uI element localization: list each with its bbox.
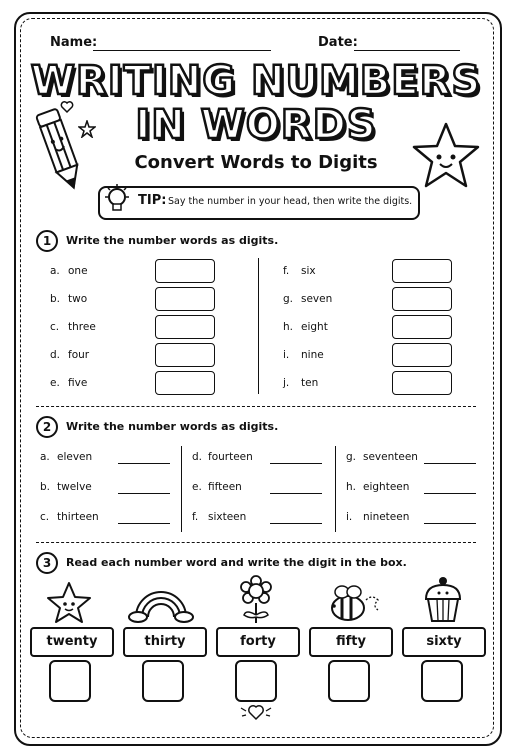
s1-item-letter: i. — [283, 349, 290, 361]
s3-word-tag: fifty — [309, 627, 393, 657]
s3-word-tag: sixty — [402, 627, 486, 657]
s1-item-word: nine — [301, 349, 324, 361]
heart-icon — [238, 702, 274, 722]
s3-digit-box[interactable] — [235, 660, 277, 702]
s3-word-tag: forty — [216, 627, 300, 657]
section-1-instruction: Write the number words as digits. — [66, 234, 279, 247]
s2-answer-line[interactable] — [118, 523, 170, 524]
rainbow-icon — [128, 583, 194, 623]
s2-item-letter: b. — [40, 481, 51, 493]
name-label: Name: — [50, 35, 98, 50]
s2-item-letter: d. — [192, 451, 203, 463]
s1-item-word: one — [68, 265, 88, 277]
s2-answer-line[interactable] — [424, 493, 476, 494]
s1-item-word: seven — [301, 293, 333, 305]
s1-answer-box[interactable] — [392, 371, 452, 395]
s2-item-word: fourteen — [208, 451, 253, 463]
subtitle: Convert Words to Digits — [134, 152, 378, 173]
pencil-icon — [28, 100, 90, 195]
s3-digit-box[interactable] — [142, 660, 184, 702]
s1-item-word: four — [68, 349, 90, 361]
s1-item-letter: h. — [283, 321, 293, 333]
s2-item-word: eleven — [57, 451, 93, 463]
lightbulb-icon — [101, 181, 133, 219]
s1-item-letter: j. — [283, 377, 290, 389]
s2-answer-line[interactable] — [270, 463, 322, 464]
s1-item-letter: e. — [50, 377, 60, 389]
s2-item-word: twelve — [57, 481, 92, 493]
bee-icon — [322, 580, 382, 624]
title-line-2: IN WORDS — [135, 102, 377, 148]
s1-item-word: three — [68, 321, 96, 333]
s2-item-word: fifteen — [208, 481, 242, 493]
s3-word-tag: thirty — [123, 627, 207, 657]
cupcake-icon — [420, 575, 466, 625]
s1-item-letter: d. — [50, 349, 61, 361]
s1-item-letter: f. — [283, 265, 290, 277]
s2-item-letter: c. — [40, 511, 50, 523]
s2-item-letter: f. — [192, 511, 199, 523]
section-divider — [36, 406, 476, 407]
title-line-1: WRITING NUMBERS — [30, 58, 482, 104]
section-1-number: 1 — [36, 230, 58, 252]
smiling-star-icon — [410, 120, 482, 192]
s2-answer-line[interactable] — [118, 463, 170, 464]
s2-item-letter: i. — [346, 511, 353, 523]
s1-item-word: eight — [301, 321, 328, 333]
s1-answer-box[interactable] — [392, 287, 452, 311]
s1-answer-box[interactable] — [155, 259, 215, 283]
s2-item-word: seventeen — [363, 451, 418, 463]
s1-item-letter: a. — [50, 265, 60, 277]
s1-item-letter: c. — [50, 321, 60, 333]
s2-item-word: eighteen — [363, 481, 410, 493]
tip-label: TIP: — [138, 193, 167, 208]
heart-icon — [60, 100, 74, 114]
s2-answer-line[interactable] — [118, 493, 170, 494]
s1-item-word: ten — [301, 377, 319, 389]
s2-answer-line[interactable] — [424, 463, 476, 464]
s1-answer-box[interactable] — [392, 315, 452, 339]
section-2-number: 2 — [36, 416, 58, 438]
s1-answer-box[interactable] — [155, 315, 215, 339]
date-label: Date: — [318, 35, 358, 50]
s2-item-letter: e. — [192, 481, 202, 493]
column-divider — [181, 446, 182, 532]
section-3-number: 3 — [36, 552, 58, 574]
s1-answer-box[interactable] — [392, 343, 452, 367]
s2-item-letter: g. — [346, 451, 357, 463]
s1-answer-box[interactable] — [155, 287, 215, 311]
s2-item-word: sixteen — [208, 511, 247, 523]
s2-item-word: thirteen — [57, 511, 99, 523]
section-divider — [36, 542, 476, 543]
section-3-instruction: Read each number word and write the digit in the box. — [66, 556, 407, 569]
tip-text: Say the number in your head, then write the digits. — [168, 196, 413, 207]
name-line[interactable] — [93, 50, 271, 51]
star-icon — [44, 580, 94, 625]
flower-icon — [234, 575, 278, 625]
s1-answer-box[interactable] — [155, 343, 215, 367]
s1-item-letter: b. — [50, 293, 61, 305]
column-divider — [335, 446, 336, 532]
s1-answer-box[interactable] — [155, 371, 215, 395]
s3-digit-box[interactable] — [421, 660, 463, 702]
date-line[interactable] — [354, 50, 460, 51]
s1-item-word: two — [68, 293, 88, 305]
s2-item-letter: h. — [346, 481, 356, 493]
s2-answer-line[interactable] — [270, 493, 322, 494]
s1-item-word: six — [301, 265, 316, 277]
s2-item-letter: a. — [40, 451, 50, 463]
s1-answer-box[interactable] — [392, 259, 452, 283]
column-divider — [258, 258, 259, 394]
s3-digit-box[interactable] — [49, 660, 91, 702]
s1-item-letter: g. — [283, 293, 294, 305]
s1-item-word: five — [68, 377, 88, 389]
s2-answer-line[interactable] — [424, 523, 476, 524]
s3-word-tag: twenty — [30, 627, 114, 657]
section-2-instruction: Write the number words as digits. — [66, 420, 279, 433]
small-star-icon — [78, 120, 96, 138]
s2-answer-line[interactable] — [270, 523, 322, 524]
s3-digit-box[interactable] — [328, 660, 370, 702]
s2-item-word: nineteen — [363, 511, 410, 523]
